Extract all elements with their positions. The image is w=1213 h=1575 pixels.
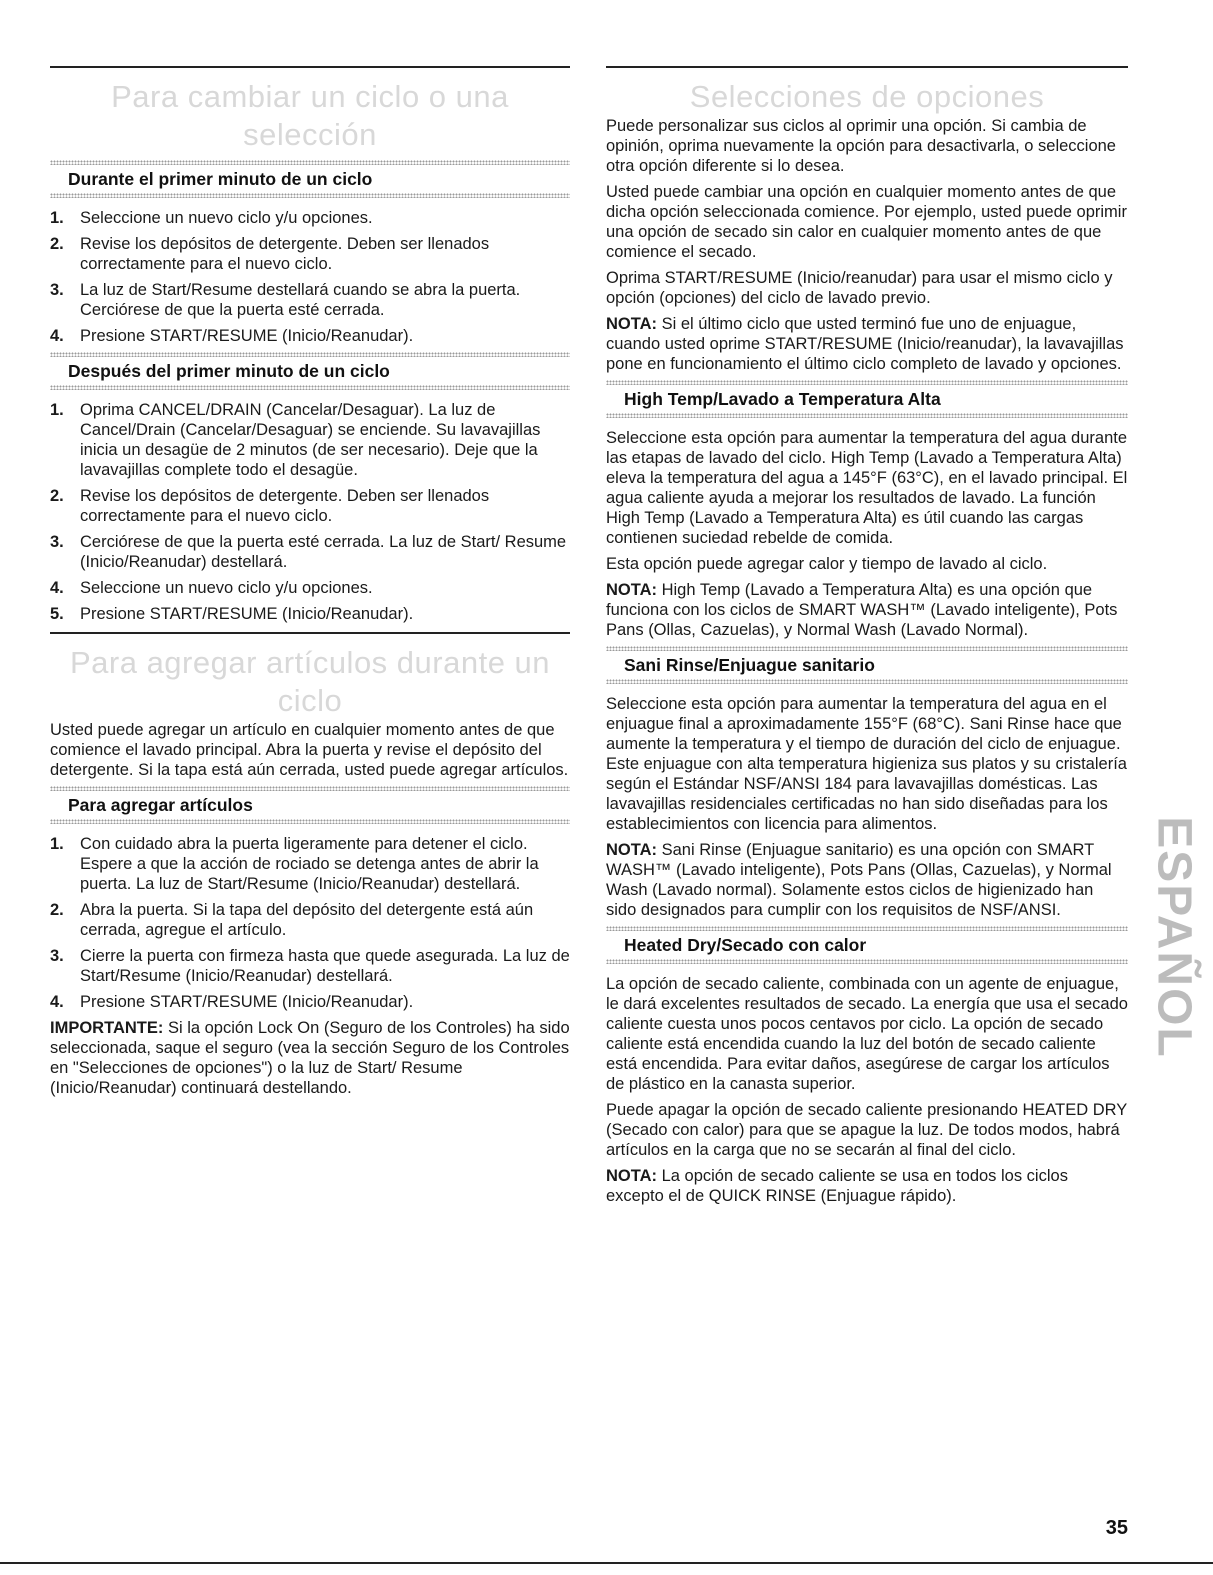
list-item: 1. Con cuidado abra la puerta ligeramente para detener el ciclo. Espere a que la acción de rociado se detenga antes de abrir la puerta. La luz de Start/Resume (Inicio/Reanudar) destellará.	[50, 835, 539, 893]
options-paragraph: Puede personalizar sus ciclos al oprimir una opción. Si cambia de opinión, oprima nuevamente la opción para desactivarla, o seleccione otra opción diferente si lo desea.	[606, 117, 1116, 175]
subheading-box	[606, 646, 1128, 684]
high-temp-paragraph: Seleccione esta opción para aumentar la temperatura del agua durante las etapas de lavado del ciclo. High Temp (Lavado a Temperatura Alta) eleva la temperatura del agua a 145°F (63°C), en el lavado principal. El agua caliente ayuda a mejorar los resultados de lavado. La función High Temp (Lavado a Temperatura Alta) es útil cuando las cargas contienen suciedad rebelde de comida.	[606, 429, 1128, 547]
list-item: 3. Cierre la puerta con firmeza hasta que quede asegurada. La luz de Start/Resume (Inicio/Reanudar) destellará.	[50, 947, 570, 985]
dotted-rule	[50, 819, 570, 824]
section-rule	[50, 66, 570, 68]
section-rule	[50, 632, 570, 634]
add-items-intro: Usted puede agregar un artículo en cualquier momento antes de que comience el lavado principal. Abra la puerta y revise el depósito del detergente. Si la tapa está aún cerrada, usted puede agregar artículos.	[50, 721, 569, 779]
subheading-heated-dry: Heated Dry/Secado con calor	[624, 935, 867, 955]
steps-list-add-items	[50, 834, 570, 1012]
subheading-box	[50, 786, 570, 824]
language-label: ESPAÑOL	[1147, 815, 1201, 1059]
heated-dry-paragraph: Puede apagar la opción de secado caliente presionando HEATED DRY (Secado con calor) para que se apague la luz. De todos modos, habrá artículos en la carga que no se secarán al final del ciclo.	[606, 1101, 1128, 1159]
dotted-rule	[50, 385, 570, 390]
page-number: 35	[1105, 1517, 1128, 1539]
list-item: 4. Presione START/RESUME (Inicio/Reanudar).	[50, 327, 414, 345]
subheading-high-temp: High Temp/Lavado a Temperatura Alta	[624, 389, 941, 409]
dotted-rule	[50, 193, 570, 198]
subheading-box	[606, 380, 1128, 418]
heated-dry-paragraph: La opción de secado caliente, combinada con un agente de enjuague, le dará excelentes resultados de secado. La energía que usa el secado caliente cuesta unos pocos centavos por ciclo. La opción de secado caliente está encendida cuando la luz del botón de secado caliente está encendida. Para evitar daños, asegúrese de cargar los artículos de plástico en la canasta superior.	[606, 975, 1128, 1093]
list-item: 4. Seleccione un nuevo ciclo y/u opciones.	[50, 579, 373, 597]
list-item: 5. Presione START/RESUME (Inicio/Reanudar).	[50, 605, 414, 623]
subheading-sani-rinse: Sani Rinse/Enjuague sanitario	[624, 655, 875, 675]
high-temp-paragraph: Esta opción puede agregar calor y tiempo de lavado al ciclo.	[606, 555, 1048, 573]
options-note: NOTA: Si el último ciclo que usted terminó fue uno de enjuague, cuando usted oprime START/RESUME (Inicio/reanudar), la lavavajillas pone en funcionamiento el último ciclo completo de lavado y opciones.	[606, 315, 1124, 373]
list-item: 3. Cerciórese de que la puerta esté cerrada. La luz de Start/ Resume (Inicio/Reanudar) destellará.	[50, 533, 567, 571]
steps-list-first-minute	[50, 208, 570, 346]
list-item: 2. Revise los depósitos de detergente. Deben ser llenados correctamente para el nuevo ciclo.	[50, 487, 490, 525]
list-item: 2. Revise los depósitos de detergente. Deben ser llenados correctamente para el nuevo ciclo.	[50, 235, 490, 273]
list-item: 1. Oprima CANCEL/DRAIN (Cancelar/Desaguar). La luz de Cancel/Drain (Cancelar/Desaguar) se enciende. Su lavavajillas inicia un desagüe de 2 minutos (de ser necesario). Deje que la lavavajillas complete todo el desagüe.	[50, 401, 541, 479]
language-side-tab	[1146, 812, 1202, 1062]
subheading-after-first-minute: Después del primer minuto de un ciclo	[68, 361, 390, 381]
subheading-first-minute: Durante el primer minuto de un ciclo	[68, 169, 373, 189]
section-title-option-selections: Selecciones de opciones	[689, 79, 1045, 114]
sani-rinse-paragraph: Seleccione esta opción para aumentar la temperatura del agua en el enjuague final a aproximadamente 155°F (68°C). Sani Rinse hace que aumente la temperatura y el tiempo de duración del ciclo de enjuague. Este enjuague con alta temperatura higieniza sus platos y su cristalería según el Estándar NSF/ANSI 184 para lavavajillas domésticas. Las lavavajillas residenciales certificadas no han sido diseñadas para los establecimientos con licencia para alimentos.	[606, 695, 1127, 833]
sani-rinse-note: NOTA: Sani Rinse (Enjuague sanitario) es una opción con SMART WASH™ (Lavado inteligente), Pots Pans (Ollas, Cazuelas), y Normal Wash (Lavado normal). Solamente estos ciclos de higienizado han sido designados para cumplir con los requisitos de NSF/ANSI.	[606, 841, 1112, 919]
heated-dry-note: NOTA: La opción de secado caliente se usa en todos los ciclos excepto el de QUICK RINSE (Enjuague rápido).	[606, 1167, 1068, 1205]
subheading-add-items: Para agregar artículos	[68, 795, 253, 815]
section-title-add-items: Para agregar artículos durante un ciclo	[69, 645, 551, 718]
options-paragraph: Oprima START/RESUME (Inicio/reanudar) para usar el mismo ciclo y opción (opciones) del ciclo de lavado previo.	[606, 269, 1113, 307]
subheading-box	[50, 160, 570, 198]
subheading-box	[606, 926, 1128, 964]
bottom-rule	[0, 1562, 1213, 1564]
list-item: 3. La luz de Start/Resume destellará cuando se abra la puerta. Cerciórese de que la puerta esté cerrada.	[50, 281, 521, 319]
dotted-rule	[606, 679, 1128, 684]
subheading-box	[50, 352, 570, 390]
steps-list-after-first-minute	[50, 400, 570, 624]
dotted-rule	[606, 413, 1128, 418]
section-title-change-cycle: Para cambiar un ciclo o una selección	[111, 79, 509, 152]
left-column	[50, 66, 570, 1104]
section-rule	[606, 66, 1128, 68]
list-item: 4. Presione START/RESUME (Inicio/Reanudar).	[50, 993, 414, 1011]
list-item: 2. Abra la puerta. Si la tapa del depósito del detergente está aún cerrada, agregue el artículo.	[50, 901, 534, 939]
list-item: 1. Seleccione un nuevo ciclo y/u opciones.	[50, 209, 373, 227]
important-note: IMPORTANTE: Si la opción Lock On (Seguro de los Controles) ha sido seleccionada, saque el seguro (vea la sección Seguro de los Controles en "Selecciones de opciones") o la luz de Start/ Resume (Inicio/Reanudar) continuará destellando.	[50, 1019, 570, 1097]
right-column	[606, 66, 1128, 1212]
options-paragraph: Usted puede cambiar una opción en cualquier momento antes de que dicha opción seleccionada comience. Por ejemplo, usted puede oprimir una opción de secado sin calor en cualquier momento antes de que comience el secado.	[606, 183, 1127, 261]
dotted-rule	[606, 959, 1128, 964]
high-temp-note: NOTA: High Temp (Lavado a Temperatura Alta) es una opción que funciona con los ciclos de SMART WASH™ (Lavado inteligente), Pots Pans (Ollas, Cazuelas), y Normal Wash (Lavado Normal).	[606, 581, 1118, 639]
